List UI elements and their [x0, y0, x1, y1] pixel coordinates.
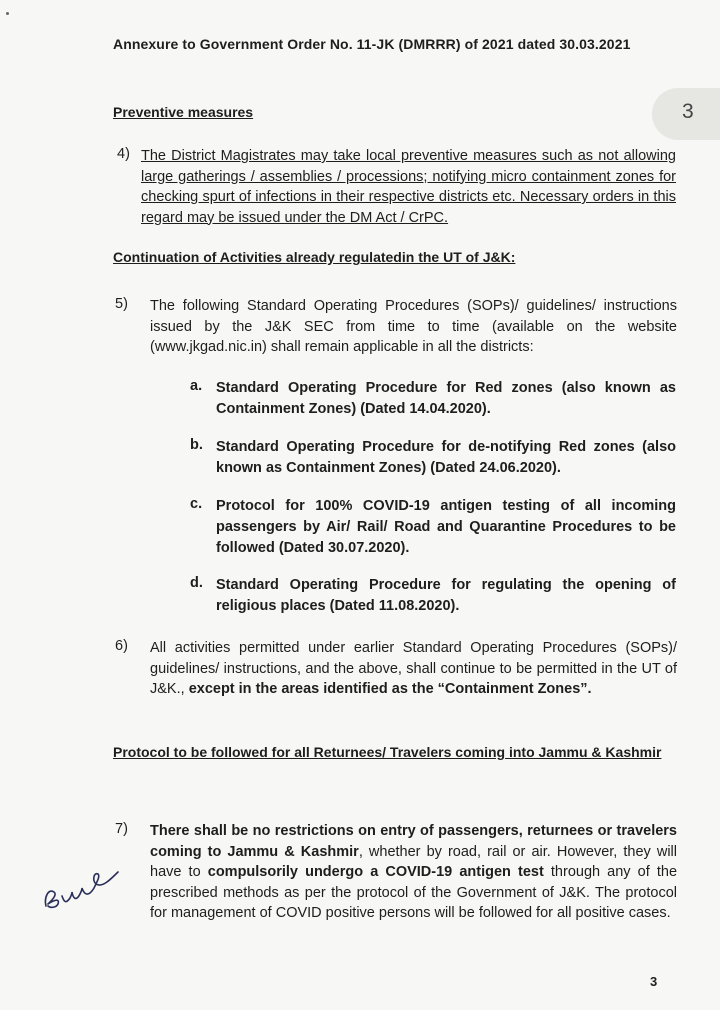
item-number-4: 4): [117, 146, 130, 162]
item-text-6: [150, 638, 677, 700]
handwritten-initials: [36, 858, 126, 918]
speck-mark: [6, 12, 9, 15]
page-tab-label: 3: [682, 100, 694, 123]
item-text-7-bold2: compulsorily undergo a COVID-19 antigen test: [207, 864, 544, 880]
document-header: Annexure to Government Order No. 11-JK (DMRRR) of 2021 dated 30.03.2021: [113, 36, 631, 52]
section-heading-protocol: Protocol to be followed for all Returnees/ Travelers coming into Jammu & Kashmir: [113, 744, 662, 760]
subitem-letter-c: c.: [190, 496, 203, 512]
subitem-text-b: Standard Operating Procedure for de-notifying Red zones (also known as Containment Zones) (Dated 24.06.2020).: [216, 439, 676, 476]
item-number-7: 7): [115, 821, 128, 837]
subitem-text-c: Protocol for 100% COVID-19 antigen testing of all incoming passengers by Air/ Rail/ Road and Quarantine Procedures to be followed (Dated 30.07.2020).: [216, 498, 676, 556]
item-number-6: 6): [115, 638, 128, 654]
subitem-text-a: Standard Operating Procedure for Red zones (also known as Containment Zones) (Dated 14.04.2020).: [216, 380, 676, 417]
page-tab: [652, 88, 720, 140]
section-heading-continuation: Continuation of Activities already regulatedin the UT of J&K:: [113, 249, 516, 265]
item-text-7: [150, 821, 677, 924]
item-text-7-bold1: There shall be no restrictions on entry of passengers, returnees or travelers coming to Jammu & Kashmir: [150, 823, 677, 860]
subitem-text-d: Standard Operating Procedure for regulating the opening of religious places (Dated 11.08.2020).: [216, 577, 676, 614]
page-number: 3: [650, 974, 658, 989]
subitem-letter-b: b.: [190, 437, 203, 453]
item-text-6-plain: All activities permitted under earlier Standard Operating Procedures (SOPs)/ guidelines/ instructions, and the above, shall continue to be permitted in the UT of J&K.,: [150, 640, 677, 697]
item-text-6-bold: except in the areas identified as the “Containment Zones”.: [188, 681, 592, 697]
item-text-7-plain1: , whether by road, rail or air. However, they will have to: [150, 843, 678, 880]
subitem-letter-a: a.: [190, 378, 203, 394]
subitem-letter-d: d.: [190, 575, 203, 591]
item-text-7-plain2: through any of the prescribed methods as per the protocol of the Government of J&K. The protocol for management of COVID positive persons will be followed for all positive cases.: [150, 864, 678, 921]
item-text-5: The following Standard Operating Procedures (SOPs)/ guidelines/ instructions issued by the J&K SEC from time to time (available on the website (www.jkgad.nic.in) shall remain applicable in all the districts:: [150, 298, 677, 355]
item-text-4: The District Magistrates may take local preventive measures such as not allowing large gatherings / assemblies / processions; notifying micro containment zones for checking spurt of infections in their respective districts etc. Necessary orders in this regard may be issued under the DM Act / CrPC.: [141, 148, 676, 226]
item-number-5: 5): [115, 296, 128, 312]
section-heading-preventive: Preventive measures: [113, 104, 254, 120]
